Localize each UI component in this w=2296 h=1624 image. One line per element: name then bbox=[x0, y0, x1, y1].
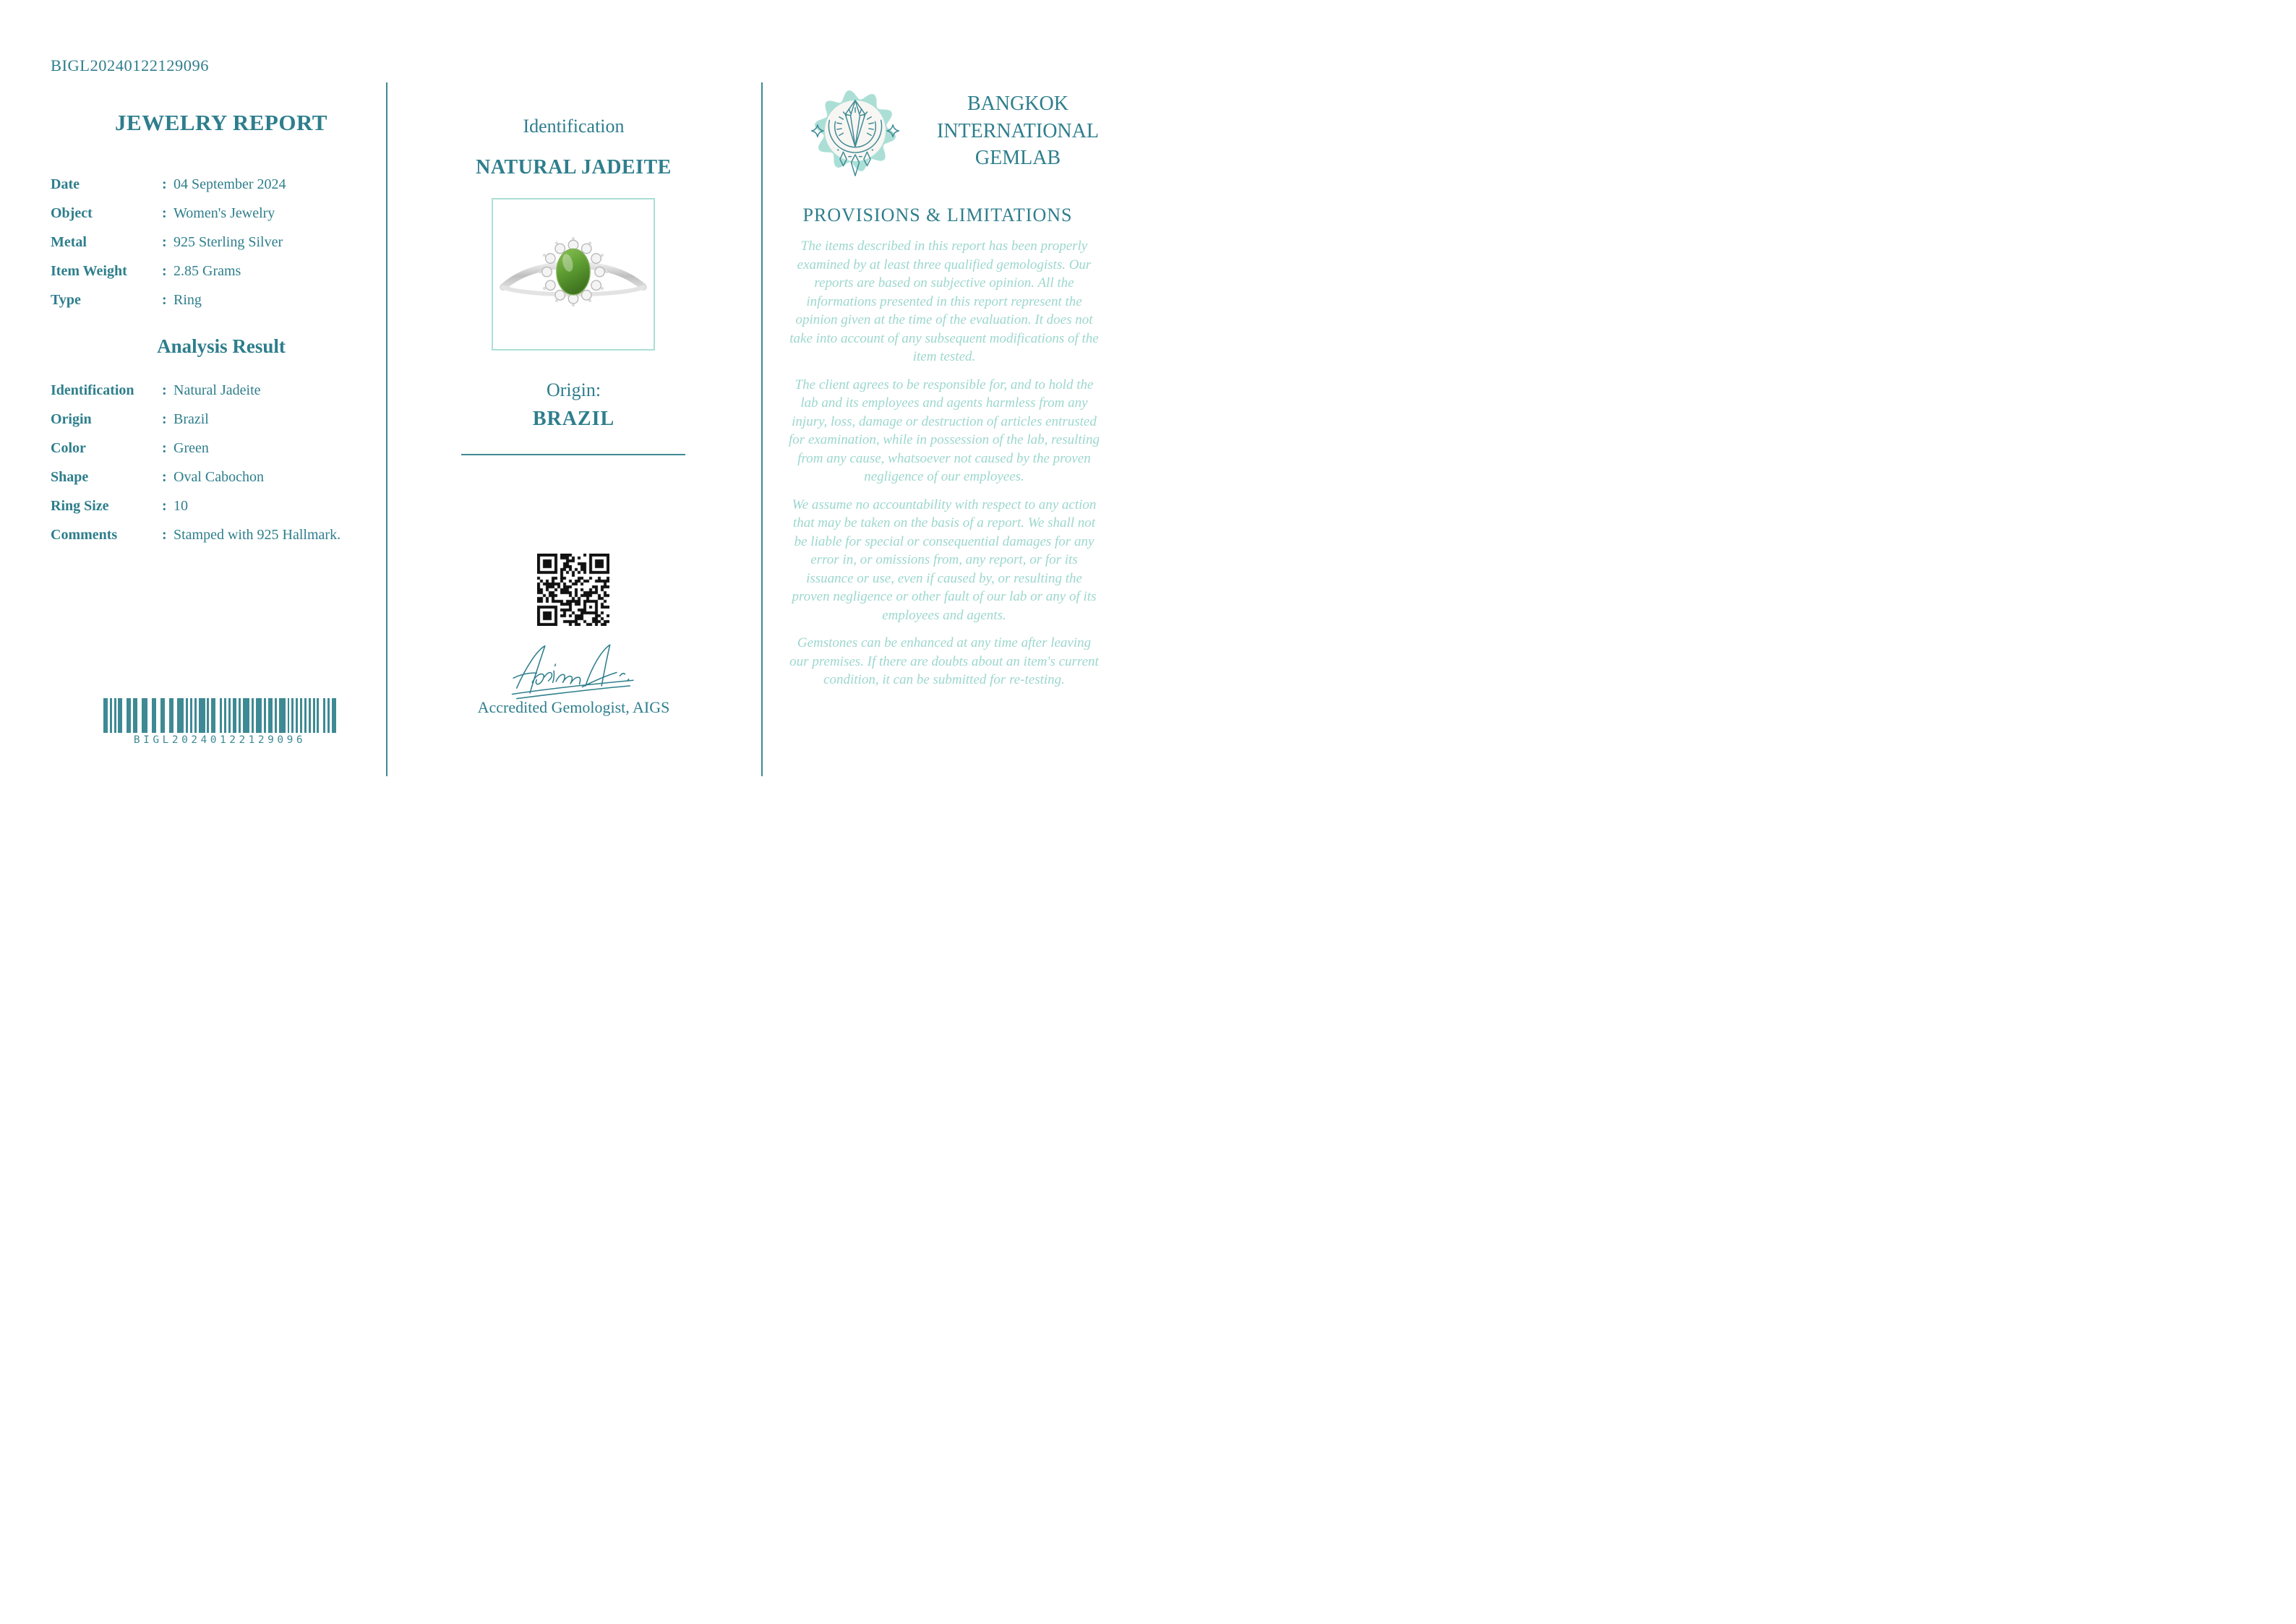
field-row-object bbox=[51, 205, 383, 221]
provisions-paragraph: Gemstones can be enhanced at any time after leaving our premises. If there are doubts about an item's current condition, it can be submitted for re-testing. bbox=[789, 635, 1099, 687]
field-colon: : bbox=[162, 469, 167, 485]
barcode-label: BIGL20240122129096 bbox=[133, 734, 307, 746]
gemologist-signature bbox=[483, 640, 664, 703]
field-row-origin bbox=[51, 411, 383, 427]
ring-photo bbox=[494, 202, 652, 347]
field-label: Type bbox=[51, 292, 81, 308]
field-value: Stamped with 925 Hallmark. bbox=[174, 527, 341, 543]
provisions-title: PROVISIONS & LIMITATIONS bbox=[802, 205, 1073, 225]
field-row-identification bbox=[51, 382, 383, 398]
field-value: 04 September 2024 bbox=[174, 176, 286, 192]
field-label: Date bbox=[51, 176, 80, 192]
field-colon: : bbox=[162, 263, 167, 279]
analysis-fields bbox=[51, 382, 383, 556]
field-colon: : bbox=[162, 411, 167, 427]
field-label: Item Weight bbox=[51, 263, 127, 279]
field-label: Metal bbox=[51, 234, 87, 250]
field-colon: : bbox=[162, 382, 167, 398]
field-label: Origin bbox=[51, 411, 92, 427]
jewelry-report-certificate bbox=[0, 0, 1148, 812]
field-value: 10 bbox=[174, 498, 188, 514]
field-value: 925 Sterling Silver bbox=[174, 234, 283, 250]
field-colon: : bbox=[162, 527, 167, 543]
field-row-item-weight bbox=[51, 263, 383, 279]
lab-name-line: BANGKOK bbox=[967, 93, 1068, 115]
field-value: 2.85 Grams bbox=[174, 263, 241, 279]
field-row-comments bbox=[51, 527, 383, 543]
provisions-paragraph: We assume no accountability with respect to any action that may be taken on the basis of a report. We shall not be liable for special or consequential damages for any error in, or omissions from, any report, or for its issuance or use, even if caused by, or resulting the proven negligence or other fault of our lab or any of its employees and agents. bbox=[792, 497, 1097, 623]
column-divider-right bbox=[761, 82, 763, 776]
origin-underline bbox=[461, 454, 685, 455]
identification-result: NATURAL JADEITE bbox=[476, 156, 672, 179]
field-label: Identification bbox=[51, 382, 134, 398]
field-row-ring-size bbox=[51, 498, 383, 514]
field-row-date bbox=[51, 176, 383, 192]
field-colon: : bbox=[162, 205, 167, 221]
field-value: Women's Jewelry bbox=[174, 205, 275, 221]
gemlab-logo-icon bbox=[809, 85, 901, 177]
field-label: Comments bbox=[51, 527, 118, 543]
signature-icon bbox=[483, 640, 664, 703]
lab-name-line: GEMLAB bbox=[974, 147, 1061, 169]
field-value: Green bbox=[174, 440, 209, 456]
field-value: Ring bbox=[174, 292, 202, 308]
gemologist-credential: Accredited Gemologist, AIGS bbox=[477, 698, 670, 716]
field-value: Natural Jadeite bbox=[174, 382, 261, 398]
jade-stone bbox=[557, 249, 590, 294]
lab-name-line: INTERNATIONAL bbox=[937, 119, 1099, 142]
jewelry-photo-frame bbox=[492, 198, 655, 351]
provisions-paragraph: The items described in this report has been properly examined by at least three qualified gemologists. Our reports are based on subjective opinion. All the informations presented in this report represent the opinion given at the time of the evaluation. It does not take into account of any subsequent modifications of the item tested. bbox=[789, 239, 1099, 364]
field-colon: : bbox=[162, 176, 167, 192]
field-label: Ring Size bbox=[51, 498, 109, 514]
field-value: Oval Cabochon bbox=[174, 469, 264, 485]
report-number: BIGL20240122129096 bbox=[51, 56, 209, 74]
field-colon: : bbox=[162, 234, 167, 250]
field-label: Object bbox=[51, 205, 93, 221]
barcode bbox=[103, 698, 336, 733]
qr-code bbox=[537, 554, 609, 626]
field-label: Color bbox=[51, 440, 86, 456]
field-row-shape bbox=[51, 469, 383, 485]
field-colon: : bbox=[162, 498, 167, 514]
field-colon: : bbox=[162, 440, 167, 456]
lab-name bbox=[931, 90, 1105, 172]
barcode-block bbox=[103, 698, 336, 746]
field-label: Shape bbox=[51, 469, 89, 485]
report-fields bbox=[51, 176, 383, 321]
identification-section-title: Identification bbox=[523, 116, 625, 137]
analysis-result-title: Analysis Result bbox=[157, 335, 286, 357]
field-row-metal bbox=[51, 234, 383, 250]
origin-value: BRAZIL bbox=[532, 408, 615, 430]
field-row-color bbox=[51, 440, 383, 456]
provisions-paragraph: The client agrees to be responsible for, and to hold the lab and its employees and agents harmless from any injury, loss, damage or destruction of articles entrusted for examination, while in possession of the lab, resulting from any cause, whatsoever not caused by the proven negligence of our employees. bbox=[789, 377, 1100, 484]
field-value: Brazil bbox=[174, 411, 209, 427]
page-title: JEWELRY REPORT bbox=[115, 110, 327, 135]
provisions-paragraphs bbox=[788, 237, 1100, 699]
field-row-type bbox=[51, 292, 383, 308]
field-colon: : bbox=[162, 292, 167, 308]
origin-label: Origin: bbox=[546, 379, 601, 400]
